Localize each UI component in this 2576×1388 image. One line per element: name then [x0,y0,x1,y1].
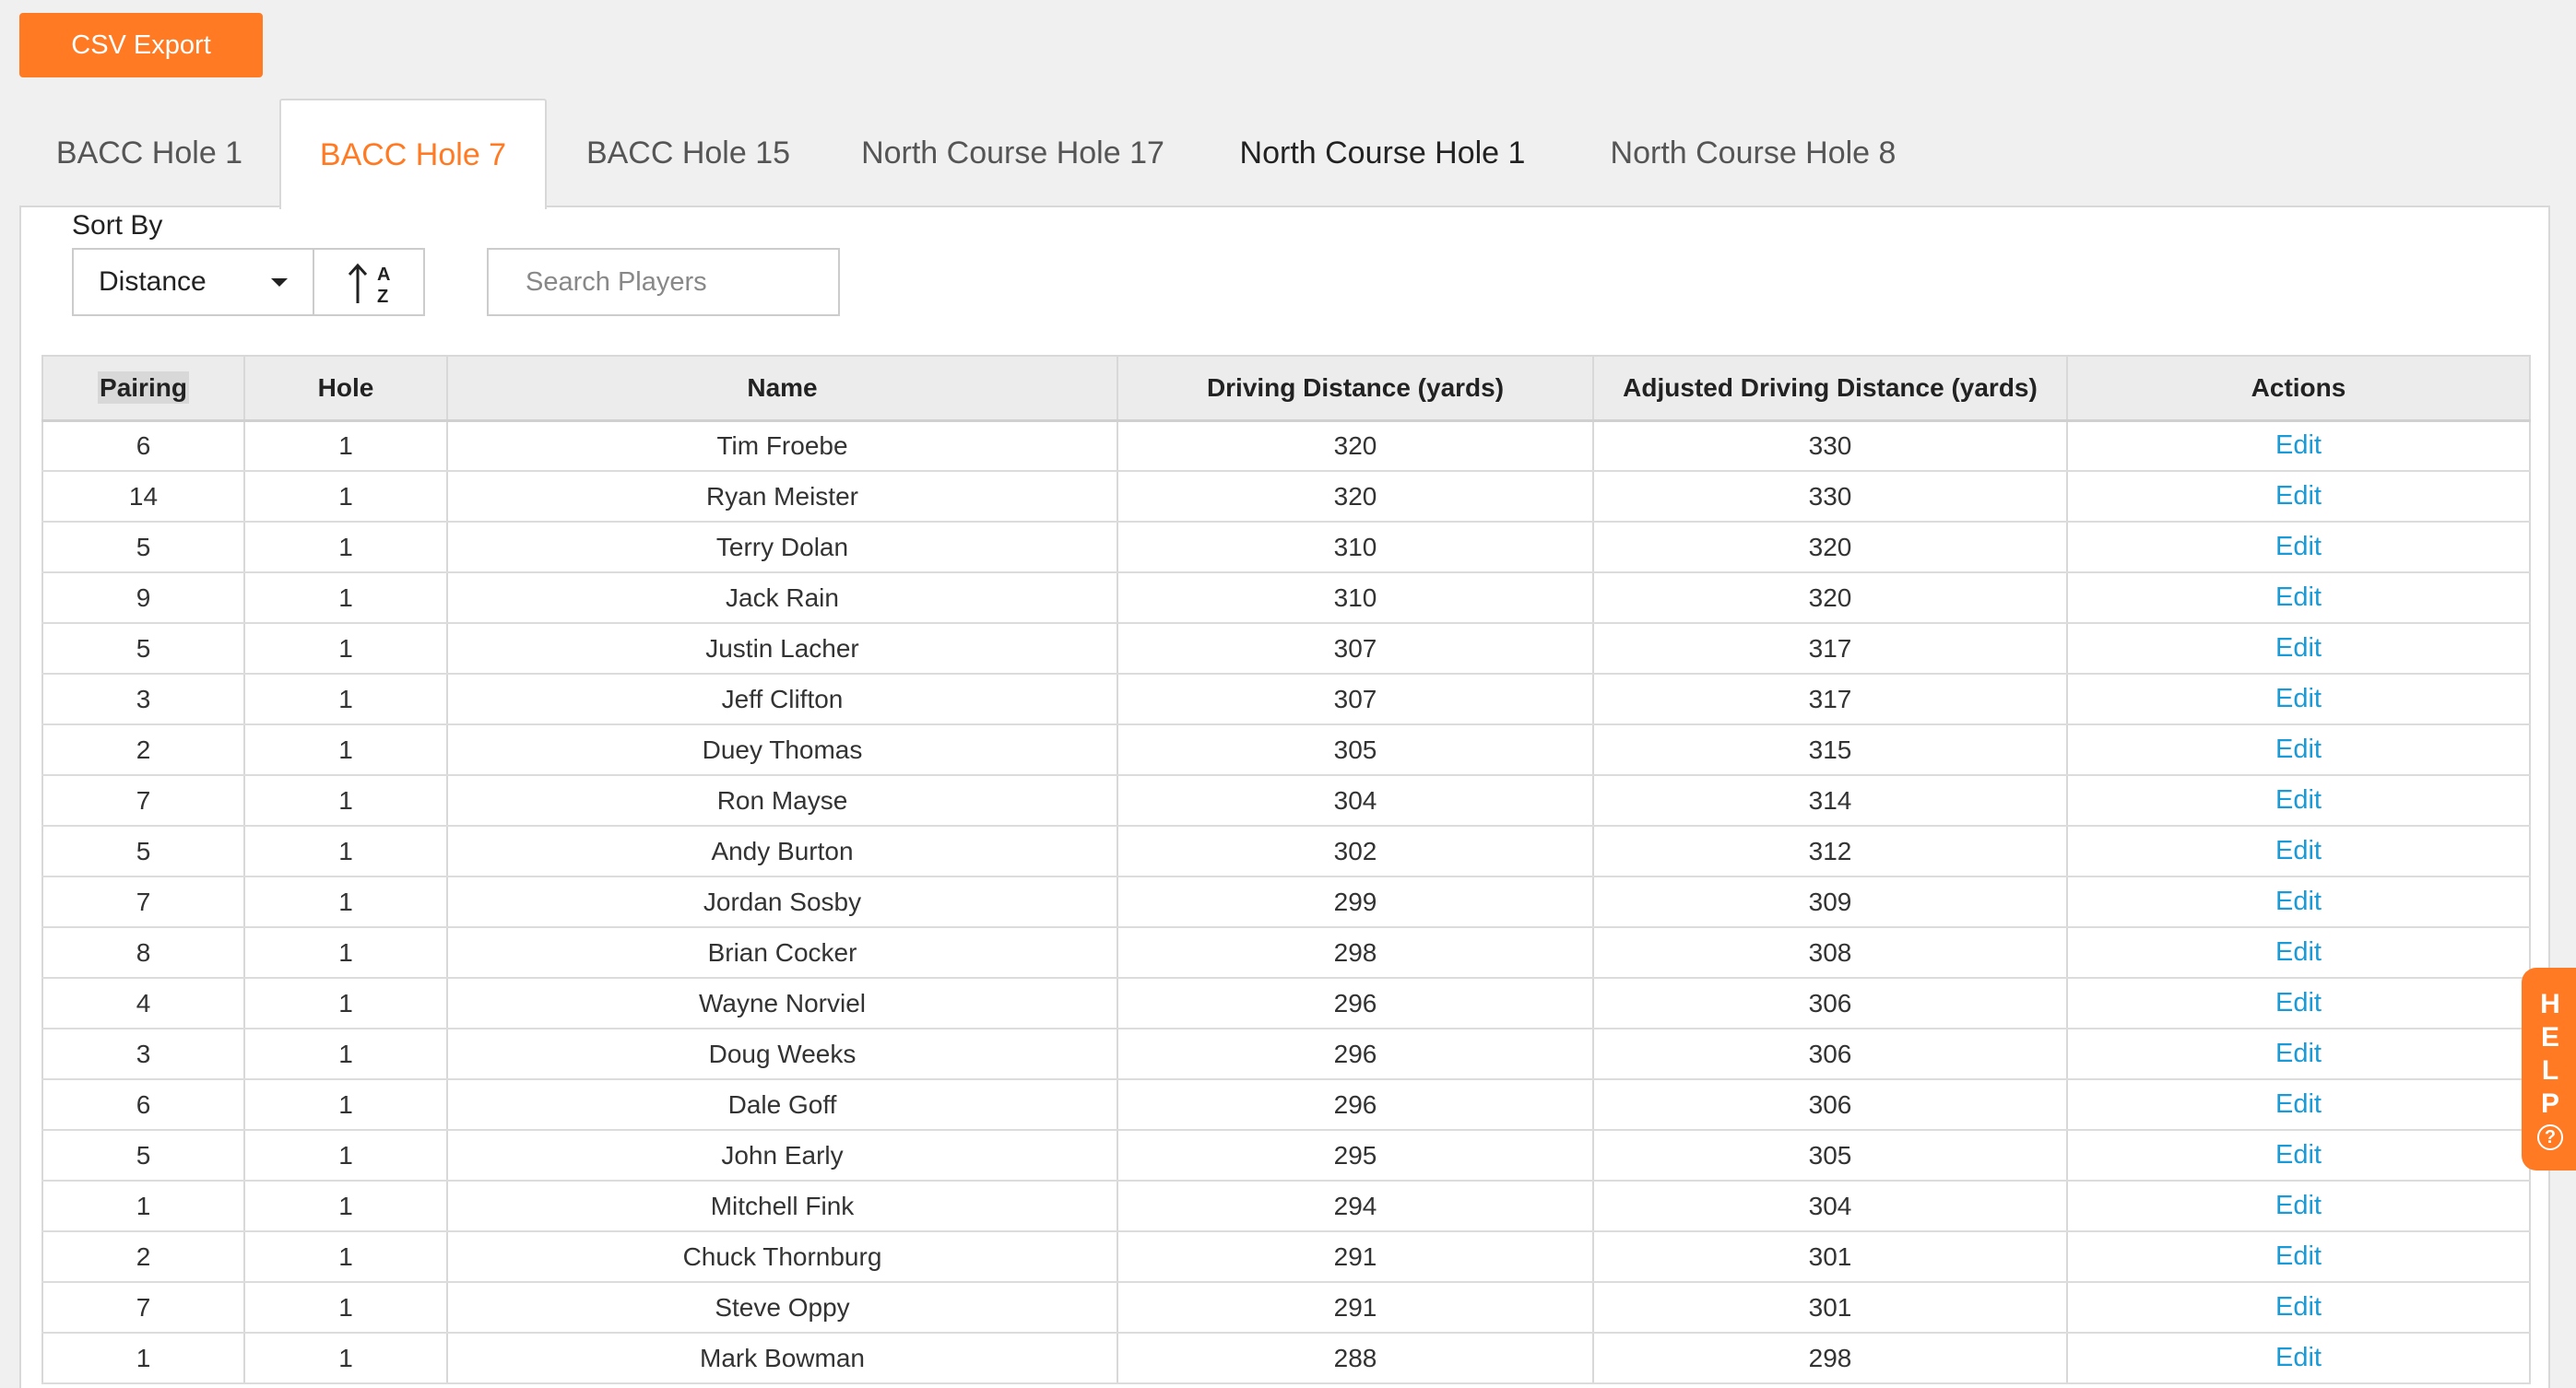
table-row [42,775,2530,826]
cell-adjusted: 301 [1593,1282,2067,1333]
cell-actions [2067,1079,2530,1130]
column-header-actions: Actions [2067,356,2530,420]
cell-name: Doug Weeks [447,1029,1117,1079]
table-row [42,623,2530,674]
cell-adjusted: 320 [1593,572,2067,623]
edit-link[interactable]: Edit [2275,582,2322,612]
edit-link[interactable]: Edit [2275,735,2322,764]
cell-name: Justin Lacher [447,623,1117,674]
cell-hole: 1 [244,1130,447,1181]
table-row [42,1181,2530,1231]
sort-by-value: Distance [99,266,207,297]
cell-distance: 307 [1117,623,1593,674]
cell-actions [2067,876,2530,927]
cell-hole: 1 [244,623,447,674]
edit-link[interactable]: Edit [2275,430,2322,461]
cell-name: Jack Rain [447,572,1117,623]
help-letter: P [2540,1088,2559,1119]
cell-distance: 302 [1117,826,1593,876]
cell-hole: 1 [244,876,447,927]
cell-distance: 295 [1117,1130,1593,1181]
cell-pairing: 1 [42,1181,244,1231]
cell-hole: 1 [244,1231,447,1282]
edit-link[interactable]: Edit [2275,988,2322,1017]
cell-pairing: 7 [42,876,244,927]
cell-pairing: 7 [42,775,244,826]
cell-pairing: 14 [42,471,244,522]
search-players-input[interactable] [487,248,840,316]
cell-hole: 1 [244,1282,447,1333]
table-row [42,471,2530,522]
cell-actions [2067,572,2530,623]
cell-hole: 1 [244,522,447,572]
cell-distance: 310 [1117,522,1593,572]
tab-north-course-hole-17[interactable]: North Course Hole 17 [861,135,1164,171]
tab-bacc-hole-15[interactable]: BACC Hole 15 [585,135,791,171]
cell-actions [2067,1181,2530,1231]
table-row [42,876,2530,927]
cell-adjusted: 314 [1593,775,2067,826]
cell-actions [2067,1029,2530,1079]
edit-link[interactable]: Edit [2275,532,2322,561]
cell-actions [2067,826,2530,876]
cell-adjusted: 306 [1593,1079,2067,1130]
cell-hole: 1 [244,674,447,724]
cell-hole: 1 [244,1029,447,1079]
cell-distance: 310 [1117,572,1593,623]
cell-adjusted: 330 [1593,420,2067,471]
cell-actions [2067,978,2530,1029]
sort-ascending-az-icon [314,250,427,318]
cell-distance: 298 [1117,927,1593,978]
cell-adjusted: 317 [1593,623,2067,674]
cell-name: Brian Cocker [447,927,1117,978]
column-header-name[interactable]: Name [447,356,1117,420]
svg-text:Z: Z [377,287,389,307]
column-header-hole[interactable]: Hole [244,356,447,420]
column-header-adjusted-driving-distance[interactable]: Adjusted Driving Distance (yards) [1593,356,2067,420]
cell-distance: 320 [1117,420,1593,471]
cell-hole: 1 [244,1181,447,1231]
table-row [42,1079,2530,1130]
cell-distance: 294 [1117,1181,1593,1231]
cell-distance: 291 [1117,1231,1593,1282]
help-letter: L [2541,1055,2559,1086]
csv-export-button[interactable]: CSV Export [19,13,263,77]
edit-link[interactable]: Edit [2275,785,2322,815]
cell-name: Ryan Meister [447,471,1117,522]
cell-hole: 1 [244,775,447,826]
hole-tabs [19,99,1937,207]
table-row [42,826,2530,876]
cell-adjusted: 315 [1593,724,2067,775]
table-row [42,1130,2530,1181]
cell-actions [2067,1333,2530,1383]
cell-actions [2067,623,2530,674]
cell-distance: 305 [1117,724,1593,775]
cell-pairing: 7 [42,1282,244,1333]
tab-north-course-hole-8[interactable]: North Course Hole 8 [1610,135,1897,171]
edit-link[interactable]: Edit [2275,684,2322,713]
table-row [42,1333,2530,1383]
table-row [42,724,2530,775]
cell-name: Tim Froebe [447,420,1117,471]
cell-hole: 1 [244,1333,447,1383]
edit-link[interactable]: Edit [2275,1039,2322,1068]
cell-distance: 291 [1117,1282,1593,1333]
cell-adjusted: 305 [1593,1130,2067,1181]
cell-actions [2067,1231,2530,1282]
cell-actions [2067,775,2530,826]
cell-name: Wayne Norviel [447,978,1117,1029]
cell-distance: 299 [1117,876,1593,927]
edit-link[interactable]: Edit [2275,633,2322,663]
cell-adjusted: 309 [1593,876,2067,927]
cell-adjusted: 330 [1593,471,2067,522]
tab-bacc-hole-1[interactable]: BACC Hole 1 [55,135,243,171]
cell-actions [2067,471,2530,522]
cell-adjusted: 308 [1593,927,2067,978]
cell-distance: 307 [1117,674,1593,724]
cell-name: Chuck Thornburg [447,1231,1117,1282]
cell-name: Steve Oppy [447,1282,1117,1333]
table-row [42,1282,2530,1333]
sort-direction-button[interactable] [313,248,425,316]
cell-adjusted: 298 [1593,1333,2067,1383]
cell-pairing: 9 [42,572,244,623]
cell-distance: 288 [1117,1333,1593,1383]
cell-name: Mitchell Fink [447,1181,1117,1231]
cell-name: Andy Burton [447,826,1117,876]
cell-adjusted: 320 [1593,522,2067,572]
edit-link[interactable]: Edit [2275,1191,2322,1220]
cell-hole: 1 [244,826,447,876]
svg-text:A: A [377,265,391,285]
cell-adjusted: 306 [1593,1029,2067,1079]
cell-pairing: 4 [42,978,244,1029]
cell-pairing: 2 [42,724,244,775]
cell-hole: 1 [244,724,447,775]
cell-actions [2067,1282,2530,1333]
cell-actions [2067,1130,2530,1181]
cell-hole: 1 [244,471,447,522]
cell-adjusted: 301 [1593,1231,2067,1282]
cell-pairing: 5 [42,826,244,876]
cell-adjusted: 317 [1593,674,2067,724]
cell-pairing: 1 [42,1333,244,1383]
help-letter: E [2540,1022,2559,1053]
table-row [42,522,2530,572]
sort-by-label: Sort By [72,210,163,241]
cell-pairing: 5 [42,623,244,674]
table-row [42,1231,2530,1282]
question-circle-icon: ? [2537,1124,2563,1150]
table-row [42,420,2530,471]
cell-distance: 296 [1117,1079,1593,1130]
cell-name: John Early [447,1130,1117,1181]
cell-adjusted: 312 [1593,826,2067,876]
cell-name: Duey Thomas [447,724,1117,775]
edit-link[interactable]: Edit [2275,1089,2322,1119]
edit-link[interactable]: Edit [2275,1343,2322,1372]
cell-name: Dale Goff [447,1079,1117,1130]
table-row [42,572,2530,623]
cell-distance: 304 [1117,775,1593,826]
cell-actions [2067,724,2530,775]
edit-link[interactable]: Edit [2275,836,2322,865]
cell-adjusted: 304 [1593,1181,2067,1231]
edit-link[interactable]: Edit [2275,1241,2322,1271]
cell-hole: 1 [244,978,447,1029]
tab-north-course-hole-1[interactable]: North Course Hole 1 [1239,135,1526,171]
table-row [42,1029,2530,1079]
help-letter: H [2540,989,2560,1019]
cell-hole: 1 [244,420,447,471]
cell-distance: 296 [1117,1029,1593,1079]
cell-hole: 1 [244,927,447,978]
table-header-row [42,356,2530,420]
cell-name: Terry Dolan [447,522,1117,572]
cell-pairing: 8 [42,927,244,978]
edit-link[interactable]: Edit [2275,1140,2322,1170]
help-tab[interactable] [2522,968,2576,1170]
tab-bacc-hole-7[interactable]: BACC Hole 7 [279,99,547,209]
cell-name: Jeff Clifton [447,674,1117,724]
cell-pairing: 5 [42,522,244,572]
column-header-driving-distance[interactable]: Driving Distance (yards) [1117,356,1593,420]
edit-link[interactable]: Edit [2275,1292,2322,1322]
cell-pairing: 5 [42,1130,244,1181]
caret-down-icon [271,278,288,287]
cell-pairing: 3 [42,674,244,724]
cell-pairing: 2 [42,1231,244,1282]
table-row [42,927,2530,978]
edit-link[interactable]: Edit [2275,887,2322,916]
driving-distance-table [41,355,2531,1384]
edit-link[interactable]: Edit [2275,937,2322,967]
cell-pairing: 3 [42,1029,244,1079]
cell-actions [2067,420,2530,471]
cell-name: Jordan Sosby [447,876,1117,927]
column-header-pairing[interactable]: Pairing [42,356,244,420]
cell-name: Mark Bowman [447,1333,1117,1383]
table-row [42,978,2530,1029]
table-row [42,674,2530,724]
sort-by-select[interactable] [72,248,314,316]
cell-distance: 320 [1117,471,1593,522]
cell-actions [2067,674,2530,724]
cell-distance: 296 [1117,978,1593,1029]
cell-hole: 1 [244,572,447,623]
cell-hole: 1 [244,1079,447,1130]
cell-name: Ron Mayse [447,775,1117,826]
cell-pairing: 6 [42,420,244,471]
edit-link[interactable]: Edit [2275,481,2322,511]
cell-actions [2067,522,2530,572]
cell-pairing: 6 [42,1079,244,1130]
cell-actions [2067,927,2530,978]
cell-adjusted: 306 [1593,978,2067,1029]
